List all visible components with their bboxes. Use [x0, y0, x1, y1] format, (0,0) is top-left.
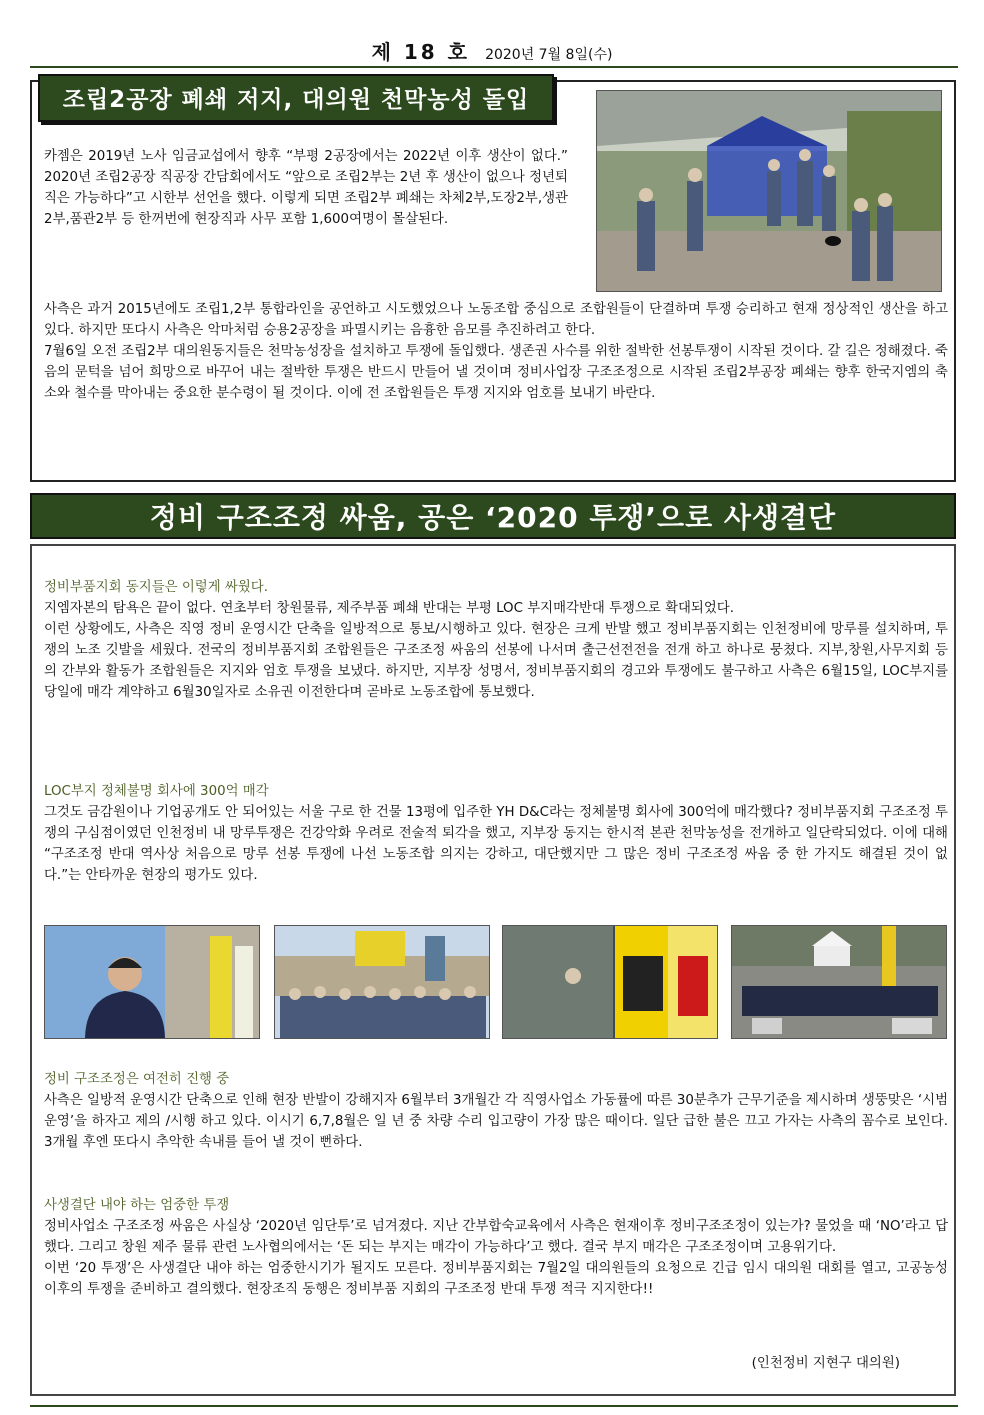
- section2-heading: LOC부지 정체불명 회사에 300억 매각: [44, 784, 269, 799]
- article1-title: 조립2공장 폐쇄 저지, 대의원 천막농성 돌입: [38, 74, 554, 122]
- section3-heading: 정비 구조조정은 여전히 진행 중: [44, 1072, 230, 1087]
- section1-paragraph: 지엠자본의 탐욕은 끝이 없다. 연초부터 창원물류, 제주부품 폐쇄 반대는 부평 LOC 부지매각반대 투쟁으로 확대되었다.: [44, 601, 734, 616]
- section4-paragraph: 이번 ‘20 투쟁’은 사생결단 내야 하는 엄중한시기가 될지도 모른다. 정비부품지회는 7월2일 대의원들의 요청으로 긴급 임시 대의원 대회를 열고, 고공농성 이후의 투쟁을 준비하고 결의했다. 현장조직 동행은 정비부품 지회의 구조조정 반대 투쟁 적극 지지한다!!: [44, 1261, 948, 1297]
- section2-paragraph: 그것도 금감원이나 기업공개도 안 되어있는 서울 구로 한 건물 13평에 입주한 YH D&C라는 정체불명 회사에 300억에 매각했다? 정비부품지회 구조조정 투쟁의 구심점이였던 인천정비 내 망루투쟁은 건강악화 우려로 전술적 퇴각을 했고, 지부장 동지는 한시적 본관 천막농성을 전개하고 일단락되었다. 이에 대해 “구조조정 반대 역사상 처음으로 망루 선봉 투쟁에 나선 노동조합 의지는 강하고, 대단했지만 그 많은 정비 구조조정 싸움 중 한 가지도 해결된 것이 없다.”는 안타까운 현장의 평가도 있다.: [44, 805, 948, 883]
- aerial-rally-photo: [731, 925, 947, 1039]
- section3-body: [44, 1090, 948, 1153]
- article1-paragraph: 사측은 과거 2015년에도 조립1,2부 통합라인을 공언하고 시도했었으나 노동조합 중심으로 조합원들이 단결하며 투쟁 승리하고 현재 정상적인 생산을 하고 있다. 하지만 또다시 사측은 악마처럼 승용2공장을 파멸시키는 음흉한 음모를 추진하려고 한다.: [44, 302, 948, 338]
- section2-body: [44, 802, 948, 920]
- byline: (인천정비 지현구 대의원): [751, 1356, 900, 1371]
- section4-body: [44, 1216, 948, 1300]
- section1-body: [44, 598, 948, 703]
- section4-heading: 사생결단 내야 하는 엄중한 투쟁: [44, 1198, 230, 1213]
- article1-paragraph: 7월6일 오전 조립2부 대의원동지들은 천막농성장을 설치하고 투쟁에 돌입했다. 생존권 사수를 위한 절박한 선봉투쟁이 시작된 것이다. 갈 길은 정해졌다. 죽음의 문턱을 넘어 희망으로 바꾸어 내는 절박한 투쟁은 반드시 만들어 낼 것이며 정비사업장 구조조정으로 시작된 조립2부공장 폐쇄는 향후 한국지엠의 축소와 철수를 막아내는 중요한 분수령이 될 것이다. 이에 전 조합원들은 투쟁 지지와 엄호를 보내기 바란다.: [44, 344, 948, 401]
- issue-number: 제 18 호: [371, 40, 470, 64]
- banner-tent-photo: [502, 925, 718, 1039]
- section4-paragraph: 정비사업소 구조조정 싸움은 사실상 ‘2020년 임단투’로 넘겨졌다. 지난 간부합숙교육에서 사측은 현재이후 정비구조조정이 있는가? 물었을 때 ‘NO’라고 답했다. 그리고 창원 제주 물류 관련 노사협의에서는 ‘돈 되는 부지는 매각이 가능하다’고 했다. 결국 부지 매각은 구조조정이며 고용위기다.: [44, 1219, 948, 1255]
- section3-paragraph: 사측은 일방적 운영시간 단축으로 인해 현장 반발이 강해지자 6월부터 3개월간 각 직영사업소 가동률에 따른 30분추가 근무기준을 제시하며 생뚱맞은 ‘시범운영’을 하자고 제의 /시행 하고 있다. 이시기 6,7,8월은 일 년 중 차량 수리 입고량이 가장 많은 때이다. 일단 급한 불은 끄고 가자는 사측의 꼼수로 보인다. 3개월 후엔 또다시 추악한 속내를 들어 낼 것이 뻔하다.: [44, 1093, 949, 1150]
- section1-paragraph: 이런 상황에도, 사측은 직영 정비 운영시간 단축을 일방적으로 통보/시행하고 있다. 현장은 크게 반발 했고 정비부품지회는 인천정비에 망루를 설치하며, 투쟁의 노조 깃발을 세웠다. 전국의 정비부품지회 조합원들은 구조조정 싸움의 선봉에 나서며 출근선전전을 전개 하고 하나로 뭉쳤다. 지부,창원,사무지회 등의 간부와 활동가 조합원들은 지지와 엄호 투쟁을 보냈다. 하지만, 지부장 성명서, 정비부품지회의 경고와 투쟁에도 불구하고 사측은 6월15일, LOC부지를 당일에 매각 계약하고 6월30일자로 소유권 이전한다며 곧바로 노동조합에 통보했다.: [44, 622, 948, 700]
- article1-intro: 카젬은 2019년 노사 임금교섭에서 향후 “부평 2공장에서는 2022년 이후 생산이 없다.” 2020년 조립2공장 직공장 간담회에서도 “앞으로 조립2부는 2년 후 생산이 없으나 정년퇴직은 가능하다”고 시한부 선언을 했다. 이렇게 되면 조립2부 폐쇄는 차체2부,도장2부,생관2부,품관2부 등 한꺼번에 현장직과 사무 포함 1,600여명이 몰살된다.: [44, 149, 568, 227]
- masthead: [0, 36, 984, 66]
- footer-rule: [30, 1405, 958, 1407]
- article2-title: 정비 구조조정 싸움, 공은 ‘2020 투쟁’으로 사생결단: [30, 493, 956, 539]
- header-rule: [30, 66, 958, 68]
- speaker-photo: [44, 925, 260, 1039]
- article1-body: [44, 299, 948, 404]
- tent-protest-photo: [596, 90, 942, 292]
- section1-heading: 정비부품지회 동지들은 이렇게 싸웠다.: [44, 580, 268, 595]
- issue-date: 2020년 7월 8일(수): [485, 47, 613, 63]
- rally-photo: [274, 925, 490, 1039]
